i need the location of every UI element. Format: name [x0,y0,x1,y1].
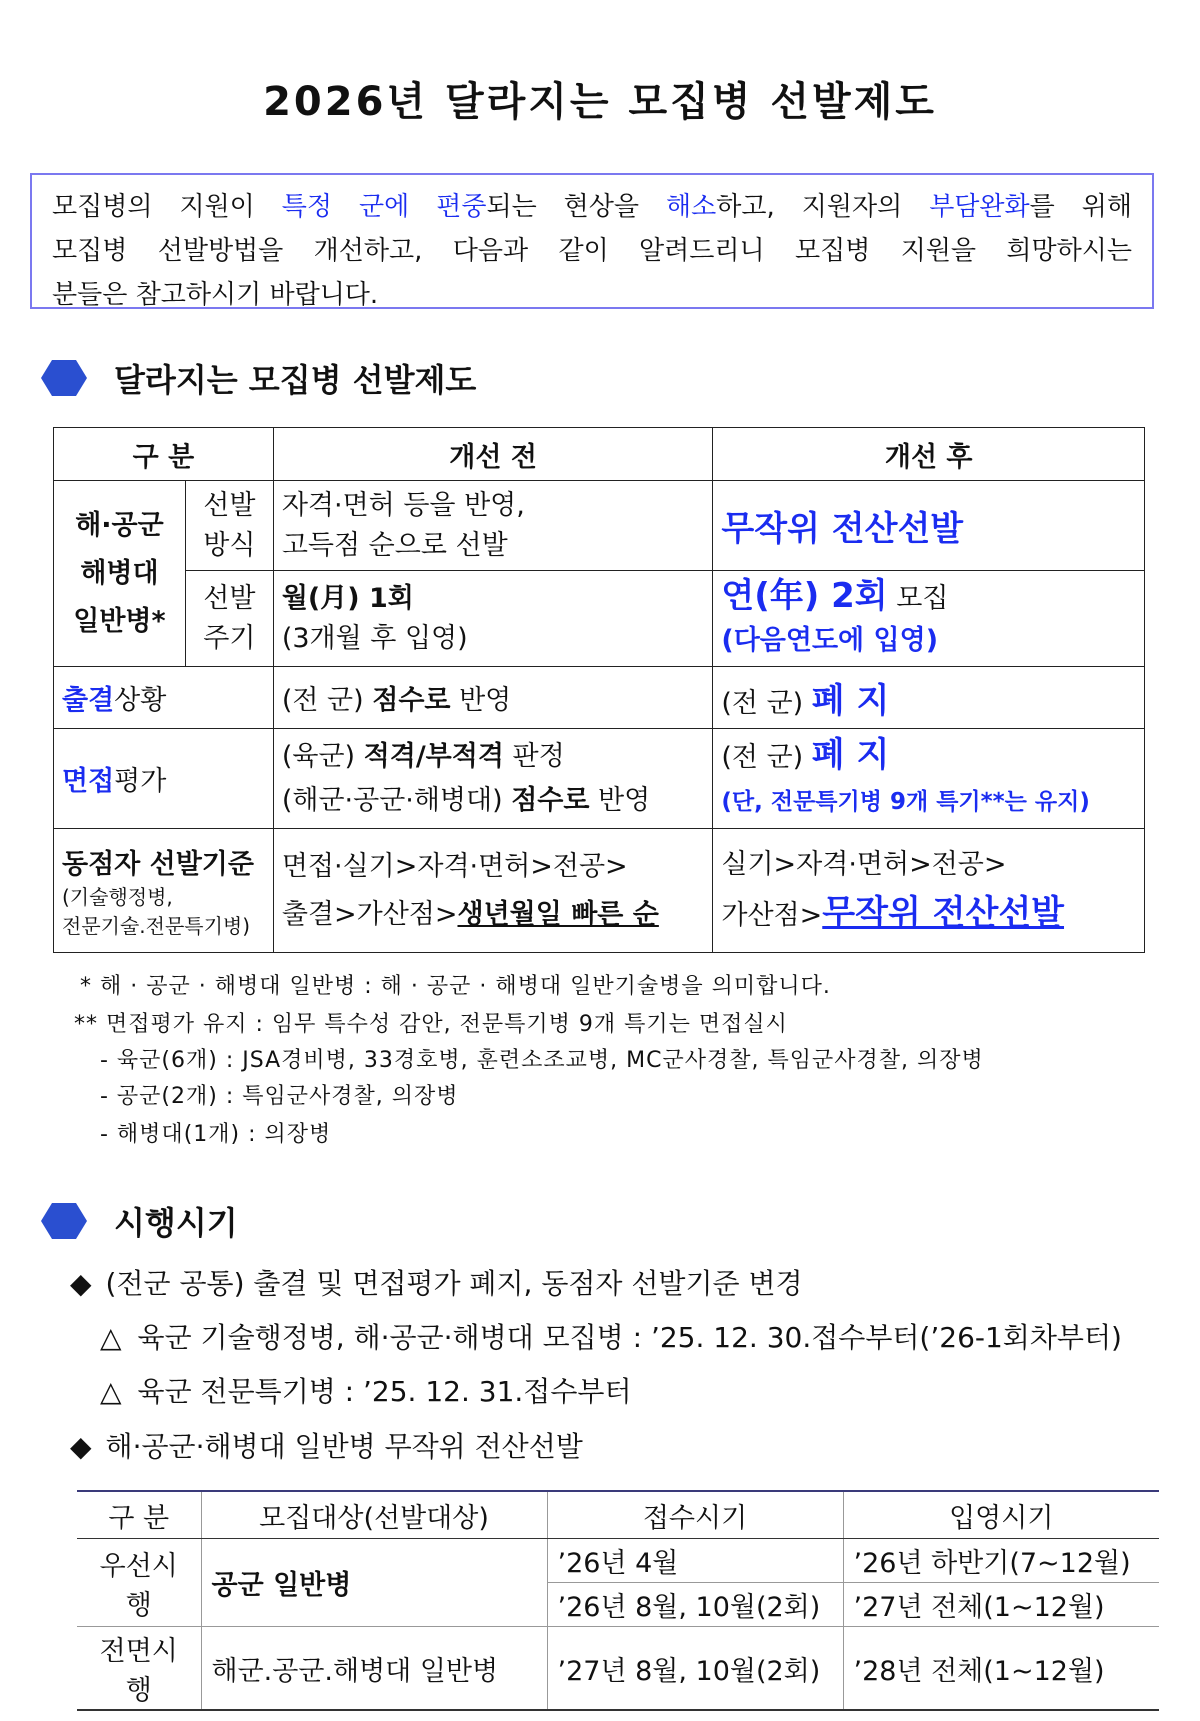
cell-text: (전 군) [721,742,812,773]
cell-highlight: 적격/부적격 [363,740,504,772]
intro-highlight: 해소 [666,192,717,222]
triangle-bullet-icon: △ [100,1375,122,1408]
sub-label-line: 선발 [203,582,256,614]
cell-highlight: 연(年) 2회 [721,576,888,616]
intro-box [30,173,1154,309]
method-after: 무작위 전산선발 [713,481,1145,571]
intro-highlight: 특정 군에 편중 [281,192,487,222]
sub-label-line: 선발 [203,489,256,521]
page-title: 2026년 달라지는 모집병 선발제도 [263,79,937,125]
bullet-text: 육군 전문특기병 : ’25. 12. 31.접수부터 [137,1375,632,1408]
intro-highlight: 부담완화 [929,192,1030,222]
cell-text: 출결>가산점> [281,898,458,930]
cell-text: (해군·공군·해병대) [281,784,512,816]
intro-text: 모집병의 지원이 [52,192,282,222]
enlistment-cell: ’28년 전체(1~12월) [843,1627,1159,1711]
table-row [54,571,1145,667]
label-text: 동점자 선발기준 [62,849,254,880]
table-row [77,1627,1159,1711]
footnote: ** 면접평가 유지 : 임무 특수성 감안, 전문특기병 9개 특기는 면접실시 [74,1012,788,1037]
section-heading-schedule [40,1198,238,1244]
enlistment-cell: ’27년 전체(1~12월) [843,1583,1159,1627]
row-target: 해군.공군.해병대 일반병 [201,1627,547,1711]
header-category: 구 분 [54,428,274,481]
section-heading-changes [40,355,476,401]
bullet-text: 육군 기술행정병, 해·공군·해병대 모집병 : ’25. 12. 30.접수부터(’26-1회차부터) [137,1321,1122,1354]
header-receipt: 접수시기 [547,1491,843,1539]
row-label: 전면시행 [77,1627,201,1711]
table-header-row [54,428,1145,481]
attendance-label [54,667,274,729]
hexagon-bullet-icon [40,1201,88,1241]
table-row [54,481,1145,571]
cell-line: 실기>자격·면허>전공> [721,849,1007,880]
section-title: 시행시기 [114,1204,238,1242]
label-sub: 전문기술.전문특기병) [62,914,251,938]
cycle-before [273,571,713,667]
receipt-cell: ’27년 8월, 10월(2회) [547,1627,843,1711]
table-row [54,729,1145,829]
cell-line [282,779,705,823]
group-label-line: 일반병* [73,605,166,637]
cell-text: 반영 [589,784,651,816]
cell-line: 고득점 순으로 선발 [281,529,508,561]
receipt-cell: ’26년 8월, 10월(2회) [547,1583,843,1627]
sub-label-cycle [185,571,273,667]
interview-before [273,729,713,829]
label-sub: (기술행정병, [62,885,173,909]
footnote: - 해병대(1개) : 의장병 [100,1122,332,1147]
sub-label-line: 방식 [203,529,256,561]
cell-text: 모집 [887,583,949,614]
cell-highlight: 점수로 [511,784,590,816]
label-highlight: 출결 [62,685,115,716]
intro-text: 를 위해 [1029,192,1132,222]
label-text: 상황 [114,685,167,716]
group-label-line: 해·공군 [75,509,164,541]
cell-text: (육군) [281,740,364,772]
cell-line [721,575,1136,620]
header-category: 구 분 [77,1491,201,1539]
cell-text: 판정 [503,740,565,772]
header-after: 개선 후 [713,428,1145,481]
cell-line: (다음연도에 입영) [721,625,939,656]
bullet-text: 해·공군·해병대 일반병 무작위 전산선발 [105,1430,583,1463]
attendance-before [273,667,713,729]
intro-text: 하고, 지원자의 [716,192,930,222]
table-header-row [77,1491,1159,1539]
table-row [54,829,1145,953]
section-title: 달라지는 모집병 선발제도 [114,361,477,399]
cell-line: 월(月) 1회 [281,582,414,614]
label-text: 평가 [114,766,167,797]
cell-highlight: 무작위 전산선발 [822,893,1065,933]
label-highlight: 면접 [62,766,115,797]
cell-text: 가산점> [721,900,823,931]
intro-line-1 [52,185,1132,229]
cell-highlight: 생년월일 빠른 순 [457,898,659,930]
schedule-sub-2 [100,1370,632,1410]
cell-text: 반영 [450,685,512,716]
header-target: 모집대상(선발대상) [201,1491,547,1539]
cell-line: 자격·면허 등을 반영, [281,489,525,521]
row-label: 우선시행 [77,1539,201,1627]
intro-line-2: 모집병 선발방법을 개선하고, 다음과 같이 알려드리니 모집병 지원을 희망하시는 [52,236,1132,266]
cell-highlight: 폐 지 [811,735,890,775]
tiebreak-after [713,829,1145,953]
cell-highlight: 폐 지 [811,681,890,721]
interview-after [713,729,1145,829]
header-enlistment: 입영시기 [843,1491,1159,1539]
cell-line [282,735,705,779]
cell-line [721,733,1136,780]
cycle-after [713,571,1145,667]
diamond-bullet-icon: ◆ [70,1430,92,1463]
group-label [54,481,186,667]
receipt-cell: ’26년 4월 [547,1539,843,1583]
changes-table [53,427,1145,953]
diamond-bullet-icon: ◆ [70,1267,92,1300]
header-before: 개선 전 [273,428,713,481]
table-row [77,1539,1159,1583]
triangle-bullet-icon: △ [100,1321,122,1354]
interview-label [54,729,274,829]
cell-text: (전 군) [721,688,812,719]
cell-line [721,889,1136,940]
cell-highlight: 점수로 [372,685,451,716]
cell-text: (전 군) [281,685,373,716]
cell-line [282,891,705,939]
enlistment-cell: ’26년 하반기(7~12월) [843,1539,1159,1583]
footnotes [74,968,984,1154]
hexagon-bullet-icon [40,358,88,398]
sub-label-method [185,481,273,571]
cell-line: 면접·실기>자격·면허>전공> [281,850,628,882]
schedule-bullet-1 [70,1262,803,1302]
bullet-text: (전군 공통) 출결 및 면접평가 폐지, 동점자 선발기준 변경 [105,1267,803,1300]
attendance-after [713,667,1145,729]
table-row [54,667,1145,729]
footnote: - 육군(6개) : JSA경비병, 33경호병, 훈련소조교병, MC군사경찰, 특임군사경찰, 의장병 [100,1048,984,1073]
footnote: - 공군(2개) : 특임군사경찰, 의장병 [100,1084,459,1109]
footnote: * 해 · 공군 · 해병대 일반병 : 해 · 공군 · 해병대 일반기술병을 의미합니다. [80,974,831,999]
sub-label-line: 주기 [203,622,256,654]
schedule-bullet-2 [70,1425,583,1465]
intro-line-3: 분들은 참고하시기 바랍니다. [52,280,379,310]
group-label-line: 해병대 [80,557,159,589]
intro-text: 되는 현상을 [486,192,667,222]
row-target: 공군 일반병 [201,1539,547,1627]
tiebreak-label [54,829,274,953]
method-before [273,481,713,571]
schedule-table [77,1490,1159,1711]
cell-line: (3개월 후 입영) [281,622,468,654]
cell-line: (단, 전문특기병 9개 특기**는 유지) [721,789,1090,815]
schedule-sub-1 [100,1316,1122,1356]
tiebreak-before [273,829,713,953]
